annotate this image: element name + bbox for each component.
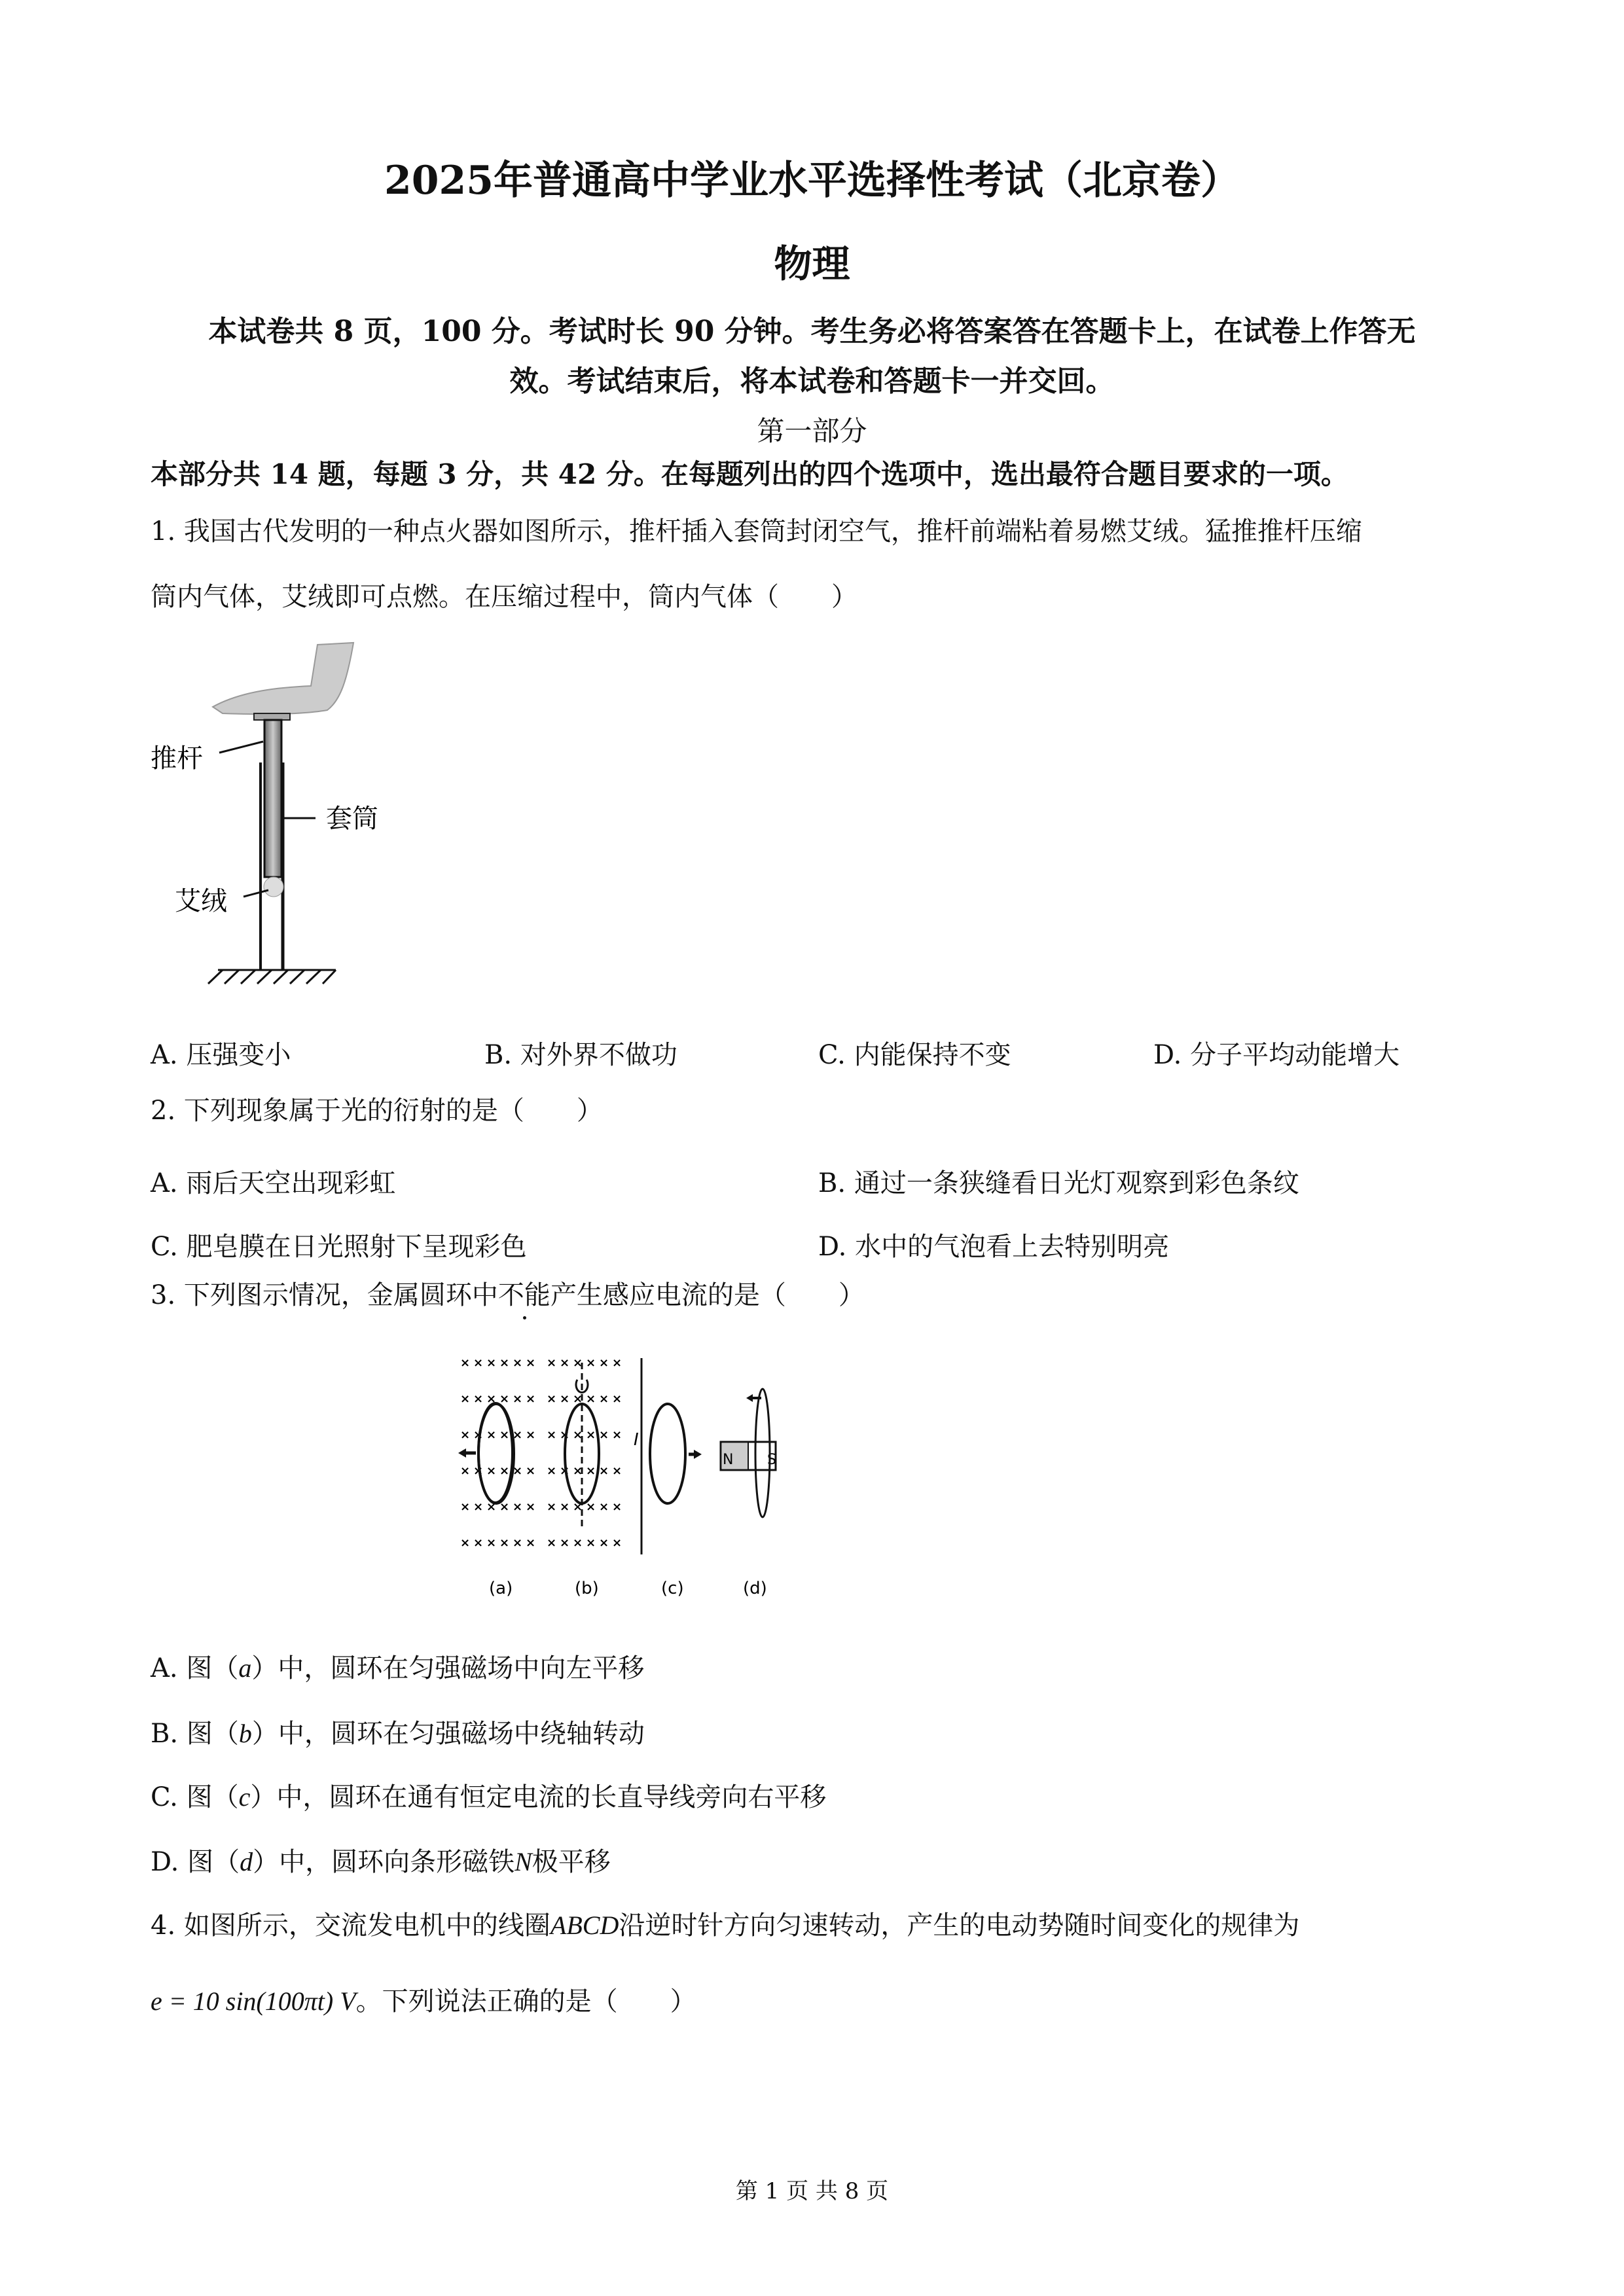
field-cross-icon: × bbox=[526, 1464, 536, 1478]
q3-stem-post: 产生感应电流的是（ ） bbox=[550, 1280, 865, 1310]
q3-option-b[interactable] bbox=[151, 1721, 645, 1747]
figure-label-d: (d) bbox=[743, 1579, 767, 1598]
field-cross-icon: × bbox=[513, 1392, 523, 1406]
q1-option-b[interactable]: B. 对外界不做功 bbox=[484, 1040, 677, 1070]
north-label: N bbox=[723, 1452, 734, 1468]
field-cross-icon: × bbox=[486, 1536, 497, 1550]
field-cross-icon: × bbox=[612, 1536, 623, 1550]
figure-label-a: (a) bbox=[489, 1579, 513, 1598]
opt-text: ）中，圆环在匀强磁场中向左平移 bbox=[251, 1653, 645, 1683]
field-cross-icon: × bbox=[460, 1500, 471, 1514]
label-tinder: 艾绒 bbox=[175, 886, 227, 916]
q1-option-a[interactable]: A. 压强变小 bbox=[151, 1040, 291, 1070]
current-label: I bbox=[634, 1430, 639, 1450]
field-cross-icon: × bbox=[547, 1356, 557, 1370]
field-cross-icon: × bbox=[473, 1536, 484, 1550]
q3-figures bbox=[131, 1329, 1113, 1630]
opt-text: A. 图（ bbox=[151, 1653, 239, 1683]
q4-text: 沿逆时针方向匀速转动，产生的电动势随时间变化的规律为 bbox=[619, 1910, 1300, 1941]
metal-ring-a bbox=[478, 1404, 514, 1503]
field-cross-icon: × bbox=[473, 1428, 484, 1442]
field-cross-icon: × bbox=[486, 1500, 497, 1514]
opt-var: c bbox=[238, 1782, 251, 1812]
field-cross-icon: × bbox=[513, 1536, 523, 1550]
q3-stem-pre: 3. 下列图示情况，金属圆环中 bbox=[151, 1280, 498, 1310]
magnetic-field-b bbox=[547, 1356, 622, 1550]
field-cross-icon: × bbox=[460, 1356, 471, 1370]
field-cross-icon: × bbox=[599, 1392, 609, 1406]
opt-text: B. 图（ bbox=[151, 1719, 239, 1749]
field-cross-icon: × bbox=[460, 1428, 471, 1442]
field-cross-icon: × bbox=[560, 1356, 570, 1370]
field-cross-icon: × bbox=[499, 1428, 510, 1442]
q1-stem-line2: 筒内气体，艾绒即可点燃。在压缩过程中，筒内气体（ ） bbox=[151, 582, 857, 612]
label-sleeve: 套筒 bbox=[326, 804, 378, 834]
page-footer: 第 1 页 共 8 页 bbox=[735, 2178, 889, 2204]
field-cross-icon: × bbox=[573, 1536, 583, 1550]
field-cross-icon: × bbox=[547, 1500, 557, 1514]
metal-ring-c bbox=[650, 1404, 685, 1503]
field-cross-icon: × bbox=[526, 1500, 536, 1514]
field-cross-icon: × bbox=[473, 1464, 484, 1478]
field-cross-icon: × bbox=[499, 1392, 510, 1406]
q3-option-a[interactable] bbox=[151, 1655, 644, 1681]
field-cross-icon: × bbox=[586, 1464, 596, 1478]
opt-text: D. 图（ bbox=[151, 1847, 240, 1877]
opt-var: b bbox=[238, 1719, 252, 1748]
field-cross-icon: × bbox=[573, 1464, 583, 1478]
instructions-line1: 本试卷共 8 页，100 分。考试时长 90 分钟。考生务必将答案答在答题卡上，在试卷上作答无 bbox=[208, 315, 1416, 348]
opt-var: d bbox=[240, 1847, 253, 1876]
opt-var: a bbox=[238, 1653, 252, 1683]
instructions-line2: 效。考试结束后，将本试卷和答题卡一并交回。 bbox=[509, 365, 1115, 398]
field-cross-icon: × bbox=[599, 1356, 609, 1370]
field-cross-icon: × bbox=[560, 1500, 570, 1514]
field-cross-icon: × bbox=[513, 1356, 523, 1370]
field-cross-icon: × bbox=[486, 1428, 497, 1442]
field-cross-icon: × bbox=[573, 1500, 583, 1514]
q3-stem bbox=[151, 1282, 865, 1308]
q4-stem-line2 bbox=[151, 1988, 696, 2015]
field-cross-icon: × bbox=[586, 1536, 596, 1550]
field-cross-icon: × bbox=[547, 1392, 557, 1406]
opt-text: ）中，圆环在通有恒定电流的长直导线旁向右平移 bbox=[250, 1782, 827, 1812]
field-cross-icon: × bbox=[612, 1500, 623, 1514]
hand-icon bbox=[213, 643, 353, 714]
field-cross-icon: × bbox=[612, 1392, 623, 1406]
field-cross-icon: × bbox=[573, 1392, 583, 1406]
q1-igniter-figure bbox=[131, 622, 458, 1001]
field-cross-icon: × bbox=[560, 1392, 570, 1406]
q2-option-b[interactable]: B. 通过一条狭缝看日光灯观察到彩色条纹 bbox=[818, 1168, 1299, 1198]
part-description: 本部分共 14 题，每题 3 分，共 42 分。在每题列出的四个选项中，选出最符合题目要求的一项。 bbox=[151, 458, 1348, 490]
field-cross-icon: × bbox=[513, 1500, 523, 1514]
field-cross-icon: × bbox=[547, 1428, 557, 1442]
field-cross-icon: × bbox=[513, 1428, 523, 1442]
field-cross-icon: × bbox=[599, 1428, 609, 1442]
field-cross-icon: × bbox=[599, 1500, 609, 1514]
field-cross-icon: × bbox=[499, 1464, 510, 1478]
field-cross-icon: × bbox=[460, 1464, 471, 1478]
field-cross-icon: × bbox=[473, 1392, 484, 1406]
field-cross-icon: × bbox=[560, 1464, 570, 1478]
field-cross-icon: × bbox=[612, 1428, 623, 1442]
field-cross-icon: × bbox=[612, 1356, 623, 1370]
field-cross-icon: × bbox=[526, 1392, 536, 1406]
q1-stem-line1: 1. 我国古代发明的一种点火器如图所示，推杆插入套筒封闭空气，推杆前端粘着易燃艾绒。猛推推杆压缩 bbox=[151, 516, 1362, 547]
field-cross-icon: × bbox=[526, 1536, 536, 1550]
q2-option-a[interactable]: A. 雨后天空出现彩虹 bbox=[151, 1168, 396, 1198]
opt-text: ）中，圆环在匀强磁场中绕轴转动 bbox=[251, 1719, 645, 1749]
opt-text: C. 图（ bbox=[151, 1782, 239, 1812]
field-cross-icon: × bbox=[547, 1536, 557, 1550]
field-cross-icon: × bbox=[612, 1464, 623, 1478]
field-cross-icon: × bbox=[560, 1428, 570, 1442]
q2-option-c[interactable]: C. 肥皂膜在日光照射下呈现彩色 bbox=[151, 1232, 527, 1262]
q2-option-d[interactable]: D. 水中的气泡看上去特别明亮 bbox=[818, 1232, 1170, 1262]
q3-stem-emphasis: 不能 bbox=[497, 1280, 550, 1310]
field-cross-icon: × bbox=[586, 1500, 596, 1514]
field-cross-icon: × bbox=[547, 1464, 557, 1478]
field-cross-icon: × bbox=[599, 1464, 609, 1478]
field-cross-icon: × bbox=[460, 1536, 471, 1550]
field-cross-icon: × bbox=[486, 1464, 497, 1478]
field-cross-icon: × bbox=[486, 1356, 497, 1370]
q4-text: 。下列说法正确的是（ ） bbox=[355, 1986, 696, 2017]
field-cross-icon: × bbox=[499, 1536, 510, 1550]
figure-label-c: (c) bbox=[661, 1579, 684, 1598]
field-cross-icon: × bbox=[499, 1500, 510, 1514]
field-cross-icon: × bbox=[586, 1356, 596, 1370]
field-cross-icon: × bbox=[573, 1356, 583, 1370]
field-cross-icon: × bbox=[513, 1464, 523, 1478]
opt-text: ）中，圆环向条形磁铁 bbox=[253, 1847, 515, 1877]
field-cross-icon: × bbox=[586, 1428, 596, 1442]
south-label: S bbox=[767, 1452, 776, 1468]
exam-title: 2025年普通高中学业水平选择性考试（北京卷） bbox=[384, 158, 1240, 204]
coil-name: ABCD bbox=[550, 1910, 619, 1940]
figure-label-b: (b) bbox=[575, 1579, 599, 1598]
q1-option-d[interactable]: D. 分子平均动能增大 bbox=[1153, 1040, 1400, 1070]
subject-title: 物理 bbox=[774, 242, 850, 286]
field-cross-icon: × bbox=[499, 1356, 510, 1370]
field-cross-icon: × bbox=[526, 1356, 536, 1370]
opt-var: N bbox=[514, 1847, 532, 1876]
q3-option-c[interactable] bbox=[151, 1784, 826, 1810]
part-heading: 第一部分 bbox=[757, 415, 867, 447]
field-cross-icon: × bbox=[473, 1356, 484, 1370]
field-cross-icon: × bbox=[460, 1392, 471, 1406]
field-cross-icon: × bbox=[560, 1536, 570, 1550]
q3-option-d[interactable] bbox=[151, 1849, 611, 1875]
q4-stem-line1 bbox=[151, 1912, 1299, 1939]
opt-text: 极平移 bbox=[532, 1847, 611, 1877]
field-cross-icon: × bbox=[586, 1392, 596, 1406]
q4-text: 4. 如图所示，交流发电机中的线圈 bbox=[151, 1910, 550, 1941]
field-cross-icon: × bbox=[473, 1500, 484, 1514]
q1-option-c[interactable]: C. 内能保持不变 bbox=[818, 1040, 1011, 1070]
field-cross-icon: × bbox=[486, 1392, 497, 1406]
q2-stem: 2. 下列现象属于光的衍射的是（ ） bbox=[151, 1096, 603, 1126]
field-cross-icon: × bbox=[599, 1536, 609, 1550]
emf-formula: e = 10 sin(100πt) V bbox=[151, 1986, 356, 2016]
label-push-rod: 推杆 bbox=[151, 744, 203, 774]
field-cross-icon: × bbox=[573, 1428, 583, 1442]
field-cross-icon: × bbox=[526, 1428, 536, 1442]
